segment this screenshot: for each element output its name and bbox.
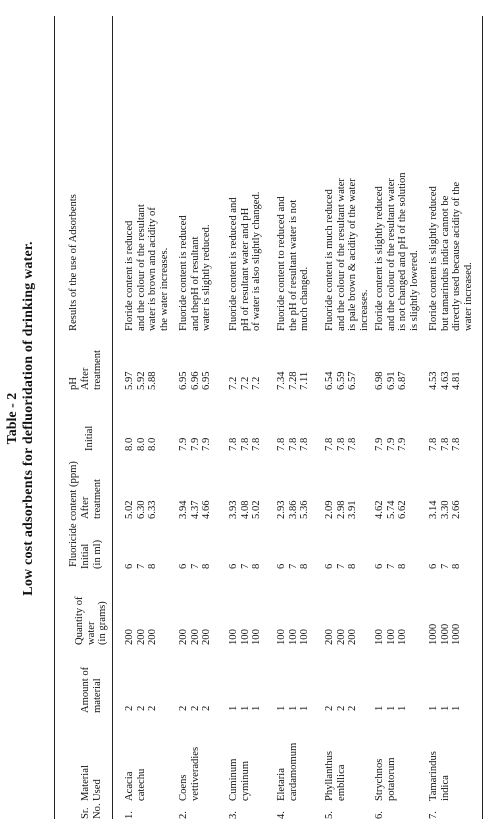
row-quantity: 100 — [276, 629, 287, 645]
row-result: water is slightly reduced. — [201, 224, 213, 331]
row-ph-initial: 8.0 — [147, 437, 159, 451]
row-result: and the colour of the resultant — [135, 204, 147, 331]
row-result: increases. — [358, 289, 370, 331]
row-amount: 1 — [239, 705, 251, 711]
row-material: Eletaria — [276, 768, 287, 801]
row-after-treatment: 3.94 — [178, 500, 189, 519]
row-ph-after: 6.87 — [397, 371, 409, 390]
row-amount: 2 — [201, 705, 213, 711]
row-initial-ml: 8 — [397, 563, 409, 569]
row-ph-after: 6.59 — [335, 371, 347, 390]
row-initial-ml: 7 — [239, 563, 251, 569]
row-quantity: 100 — [397, 629, 409, 645]
row-ph-after: 6.57 — [347, 371, 359, 390]
row-material: Strychnos — [374, 758, 385, 801]
row-initial-ml: 7 — [189, 563, 201, 569]
row-quantity: 200 — [178, 629, 189, 645]
row-ph-after: 5.88 — [147, 371, 159, 390]
row-ph-after: 6.98 — [374, 371, 385, 390]
row-material: cyminum — [239, 760, 251, 801]
row-quantity: 1000 — [439, 623, 451, 645]
row-after-treatment: 4.66 — [201, 500, 213, 519]
header-ph-after: treatment — [91, 349, 103, 390]
row-after-treatment: 5.36 — [299, 500, 311, 519]
row-ph-initial: 7.9 — [178, 437, 189, 451]
row-result: directly used because acidity of the — [451, 181, 463, 331]
row-quantity: 100 — [374, 629, 385, 645]
header-sr-no: Sr. — [80, 807, 91, 819]
row-amount: 1 — [397, 705, 409, 711]
row-sr-no: 4. — [276, 811, 287, 819]
row-quantity: 200 — [201, 629, 213, 645]
row-initial-ml: 7 — [287, 563, 299, 569]
row-result: Floride content is slightly reduced — [428, 186, 439, 331]
row-after-treatment: 3.30 — [439, 500, 451, 519]
row-result: the water increases. — [158, 247, 170, 331]
row-result: water increased. — [462, 262, 474, 331]
row-result: and the colour of the resultant water — [335, 178, 347, 331]
row-quantity: 100 — [239, 629, 251, 645]
row-result: the pH of resultant water is not — [287, 199, 299, 331]
row-result: pH of resultant water and pH — [239, 207, 251, 331]
row-material: catechu — [135, 768, 147, 801]
row-ph-after: 7.2 — [228, 376, 239, 390]
row-sr-no: 3. — [228, 811, 239, 819]
row-result: Floride content is slightly reduced — [374, 186, 385, 331]
row-ph-initial: 7.8 — [287, 437, 299, 451]
row-initial-ml: 8 — [451, 563, 463, 569]
row-after-treatment: 6.33 — [147, 500, 159, 519]
header-initial-ml: Initial — [80, 543, 91, 569]
row-result: is not changed and pH of the solution — [397, 172, 409, 331]
row-amount: 1 — [228, 705, 239, 711]
row-ph-initial: 7.8 — [239, 437, 251, 451]
row-after-treatment: 5.02 — [124, 500, 135, 519]
row-result: Fluoride content is much reduced — [324, 189, 335, 331]
row-initial-ml: 7 — [135, 563, 147, 569]
row-amount: 1 — [299, 705, 311, 711]
row-quantity: 1000 — [451, 623, 463, 645]
table-top-rule — [54, 16, 55, 819]
row-material: Acacia — [124, 771, 135, 801]
row-ph-initial: 7.8 — [347, 437, 359, 451]
row-ph-initial: 7.9 — [201, 437, 213, 451]
row-material: potatorum — [385, 757, 397, 801]
row-amount: 1 — [287, 705, 299, 711]
row-ph-after: 6.95 — [178, 371, 189, 390]
row-ph-initial: 7.8 — [428, 437, 439, 451]
header-ph-after: After — [80, 367, 91, 390]
row-result: much changed. — [299, 266, 311, 331]
row-ph-initial: 7.8 — [299, 437, 311, 451]
row-result: and the colour of the resultant water — [385, 178, 397, 331]
row-initial-ml: 6 — [124, 563, 135, 569]
row-after-treatment: 4.37 — [189, 500, 201, 519]
row-initial-ml: 8 — [347, 563, 359, 569]
row-quantity: 200 — [324, 629, 335, 645]
row-initial-ml: 6 — [276, 563, 287, 569]
row-initial-ml: 8 — [201, 563, 213, 569]
row-ph-initial: 8.0 — [124, 437, 135, 451]
row-sr-no: 6. — [374, 811, 385, 819]
row-result: Floride content is reduced — [124, 220, 135, 331]
row-after-treatment: 3.14 — [428, 500, 439, 519]
row-ph-initial: 8.0 — [135, 437, 147, 451]
row-initial-ml: 8 — [299, 563, 311, 569]
row-initial-ml: 7 — [335, 563, 347, 569]
row-initial-ml: 6 — [178, 563, 189, 569]
row-result: Fluoride content to reduced and — [276, 196, 287, 331]
row-quantity: 200 — [335, 629, 347, 645]
row-material: Phyllanthus — [324, 750, 335, 801]
row-after-treatment: 5.02 — [251, 500, 263, 519]
table-header-rule — [112, 16, 113, 819]
row-after-treatment: 3.86 — [287, 500, 299, 519]
row-initial-ml: 7 — [439, 563, 451, 569]
header-amount-of-material: material — [91, 678, 103, 713]
row-ph-initial: 7.9 — [189, 437, 201, 451]
row-after-treatment: 4.08 — [239, 500, 251, 519]
row-result: is slightly lowered. — [408, 250, 420, 331]
row-result: but tamarindus indica cannot be — [439, 195, 451, 331]
row-amount: 2 — [124, 705, 135, 711]
row-initial-ml: 8 — [147, 563, 159, 569]
header-quantity-of-water: (in grams) — [97, 601, 109, 645]
row-result: water is brown and acidity of — [147, 207, 159, 331]
row-sr-no: 7. — [428, 811, 439, 819]
row-ph-after: 7.34 — [276, 371, 287, 390]
row-ph-initial: 7.9 — [397, 437, 409, 451]
row-ph-initial: 7.8 — [251, 437, 263, 451]
row-sr-no: 1. — [124, 811, 135, 819]
row-ph-initial: 7.8 — [439, 437, 451, 451]
row-ph-initial: 7.8 — [276, 437, 287, 451]
row-after-treatment: 2.09 — [324, 500, 335, 519]
row-initial-ml: 6 — [374, 563, 385, 569]
row-initial-ml: 7 — [385, 563, 397, 569]
row-ph-initial: 7.8 — [451, 437, 463, 451]
row-initial-ml: 6 — [428, 563, 439, 569]
row-material: Cuminum — [228, 758, 239, 801]
row-quantity: 100 — [251, 629, 263, 645]
row-result: Fluoride content is reduced — [178, 215, 189, 331]
row-amount: 1 — [251, 705, 263, 711]
row-after-treatment: 2.98 — [335, 500, 347, 519]
row-result: and thepH of resultant — [189, 236, 201, 331]
row-sr-no: 5. — [324, 811, 335, 819]
table-title-block — [5, 0, 37, 837]
table-label: Table - 2 — [5, 392, 20, 445]
header-material-used: Used — [91, 779, 103, 801]
header-material-used: Material — [80, 765, 91, 801]
row-ph-after: 4.81 — [451, 371, 463, 390]
row-quantity: 200 — [147, 629, 159, 645]
row-ph-initial: 7.8 — [324, 437, 335, 451]
row-material: indica — [439, 775, 451, 801]
row-amount: 2 — [189, 705, 201, 711]
row-ph-after: 6.91 — [385, 371, 397, 390]
row-after-treatment: 3.91 — [347, 500, 359, 519]
row-amount: 1 — [374, 705, 385, 711]
row-ph-after: 7.2 — [239, 376, 251, 390]
header-results: Results of the use of Adsorbents — [68, 194, 79, 331]
row-after-treatment: 5.74 — [385, 500, 397, 519]
header-quantity-of-water: Quantity of — [74, 596, 85, 645]
header-ph-initial: Initial — [84, 425, 95, 451]
header-quantity-of-water: water — [85, 621, 97, 645]
row-result: Fluoride content is reduced and — [228, 197, 239, 331]
row-material: embllica — [335, 764, 347, 801]
row-ph-after: 7.11 — [299, 371, 311, 390]
row-quantity: 200 — [189, 629, 201, 645]
table-bottom-rule — [482, 16, 483, 819]
row-amount: 1 — [385, 705, 397, 711]
row-amount: 1 — [451, 705, 463, 711]
header-fluoride-group: Fluoricide content (ppm) — [68, 461, 79, 567]
row-ph-after: 6.95 — [201, 371, 213, 390]
header-sr-no: No. — [91, 803, 103, 819]
row-ph-after: 6.54 — [324, 371, 335, 390]
row-sr-no: 2. — [178, 811, 189, 819]
row-amount: 1 — [276, 705, 287, 711]
row-material: Coens — [178, 774, 189, 801]
row-amount: 2 — [335, 705, 347, 711]
row-ph-after: 4.63 — [439, 371, 451, 390]
row-ph-after: 5.92 — [135, 371, 147, 390]
row-ph-initial: 7.8 — [335, 437, 347, 451]
row-ph-after: 5.97 — [124, 371, 135, 390]
row-ph-initial: 7.9 — [385, 437, 397, 451]
row-material: Tamarindus — [428, 751, 439, 801]
row-ph-initial: 7.8 — [228, 437, 239, 451]
header-amount-of-material: Amount of — [80, 666, 91, 713]
row-amount: 2 — [347, 705, 359, 711]
row-after-treatment: 2.93 — [276, 500, 287, 519]
row-ph-after: 7.2 — [251, 376, 263, 390]
row-quantity: 100 — [385, 629, 397, 645]
row-quantity: 200 — [124, 629, 135, 645]
row-ph-after: 7.28 — [287, 371, 299, 390]
row-material: cardamomum — [287, 742, 299, 801]
row-amount: 1 — [439, 705, 451, 711]
row-after-treatment: 6.62 — [397, 500, 409, 519]
row-after-treatment: 3.93 — [228, 500, 239, 519]
header-ph-group: pH — [68, 377, 79, 390]
row-quantity: 100 — [299, 629, 311, 645]
row-amount: 2 — [147, 705, 159, 711]
row-quantity: 200 — [135, 629, 147, 645]
row-amount: 1 — [428, 705, 439, 711]
row-quantity: 100 — [287, 629, 299, 645]
header-after-treatment: treatment — [91, 478, 103, 519]
header-initial-ml: (in ml) — [91, 539, 103, 569]
row-after-treatment: 4.62 — [374, 500, 385, 519]
row-result: of water is also slightly changed. — [251, 191, 263, 331]
row-after-treatment: 2.66 — [451, 500, 463, 519]
row-ph-after: 4.53 — [428, 371, 439, 390]
row-result: is pale brown & acidity of the water — [347, 178, 359, 331]
row-after-treatment: 6.30 — [135, 500, 147, 519]
row-initial-ml: 6 — [324, 563, 335, 569]
row-amount: 2 — [135, 705, 147, 711]
row-material: vettiveradies — [189, 746, 201, 801]
header-after-treatment: After — [80, 496, 91, 519]
table-caption: Low cost adsorbents for defluoridation of drinking water. — [21, 241, 36, 596]
row-initial-ml: 8 — [251, 563, 263, 569]
row-initial-ml: 6 — [228, 563, 239, 569]
row-ph-after: 6.96 — [189, 371, 201, 390]
row-amount: 2 — [324, 705, 335, 711]
row-quantity: 200 — [347, 629, 359, 645]
row-ph-initial: 7.9 — [374, 437, 385, 451]
row-quantity: 1000 — [428, 623, 439, 645]
row-amount: 2 — [178, 705, 189, 711]
row-quantity: 100 — [228, 629, 239, 645]
